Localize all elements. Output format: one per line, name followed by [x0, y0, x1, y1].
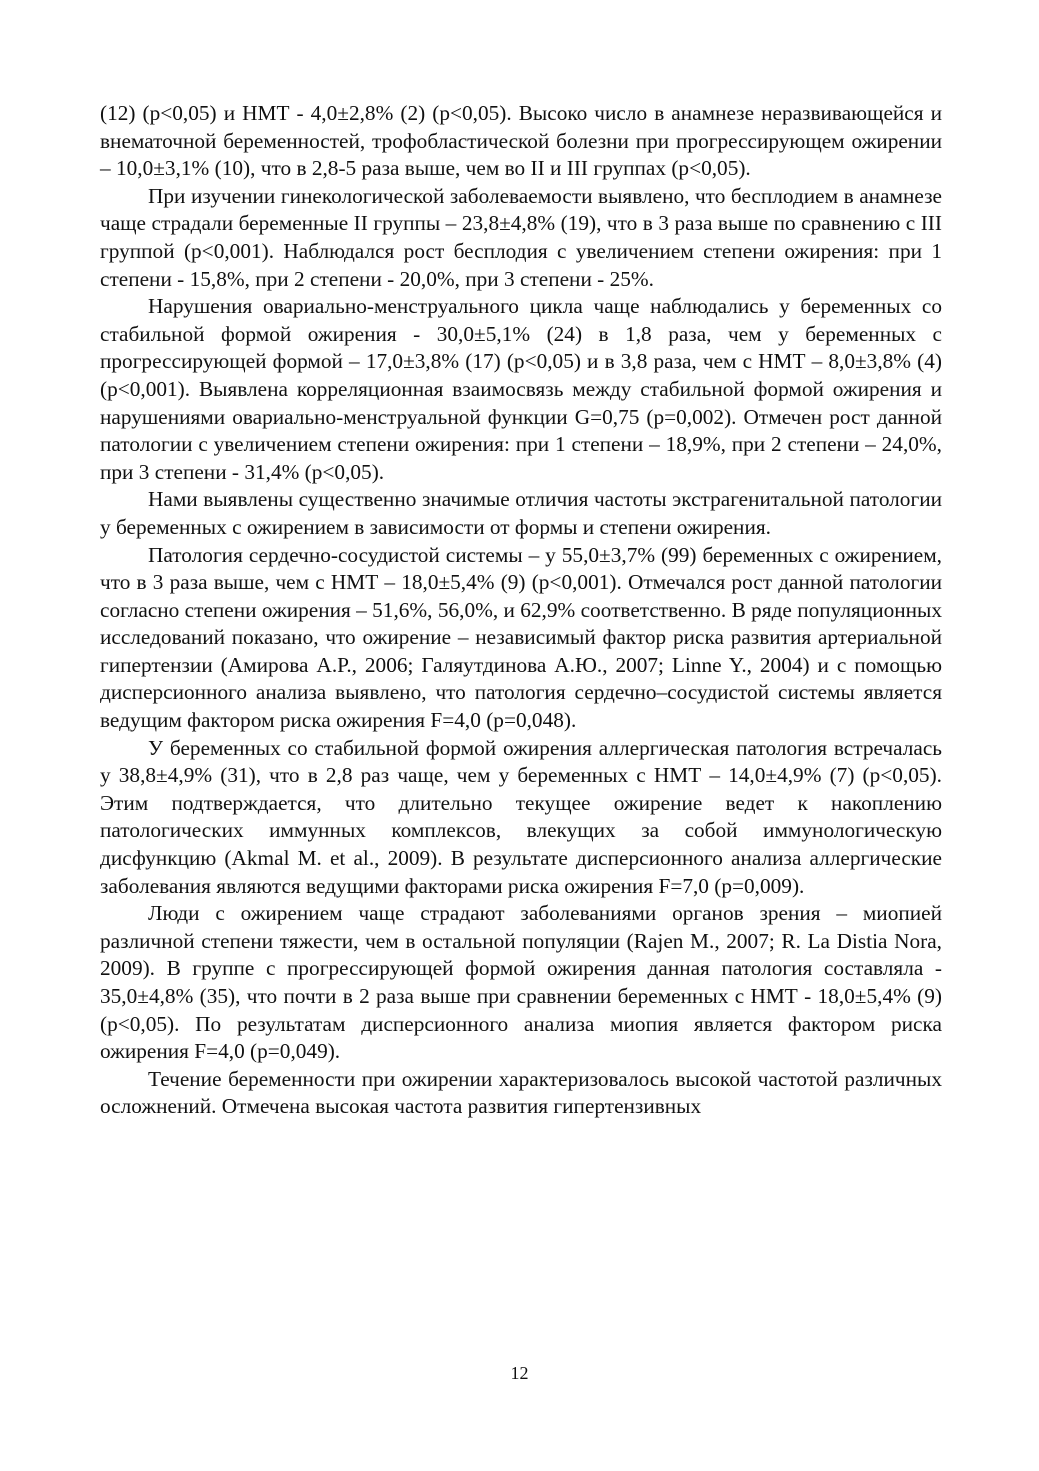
paragraph-8: Течение беременности при ожирении характеризовалось высокой частотой различных осложнений. Отмечена высокая частота развития гипертензивных: [100, 1066, 942, 1119]
paragraph-3: Нарушения овариально-менструального цикла чаще наблюдались у беременных со стабильной формой ожирения - 30,0±5,1% (24) в 1,8 раза, чем у беременных с прогрессирующей формой – 17,0±3,8% (17) (p<0,05) и в 3,8 раза, чем с НМТ – 8,0±3,8% (4) (p<0,001). Выявлена корреляционная взаимосвязь между стабильной формой ожирения и нарушениями овариально-менструальной функции G=0,75 (p=0,002). Отмечен рост данной патологии с увеличением степени ожирения: при 1 степени – 18,9%, при 2 степени – 24,0%, при 3 степени - 31,4% (p<0,05).: [100, 294, 942, 484]
paragraph-1: (12) (p<0,05) и НМТ - 4,0±2,8% (2) (p<0,05). Высоко число в анамнезе неразвивающейся и внематочной беременностей, трофобластической болезни при прогрессирующем ожирении – 10,0±3,1% (10), что в 2,8-5 раза выше, чем во II и III группах (p<0,05).: [100, 101, 942, 181]
document-page: [100, 100, 942, 1121]
paragraph-5: Патология сердечно-сосудистой системы – у 55,0±3,7% (99) беременных с ожирением, что в 3 раза выше, чем с НМТ – 18,0±5,4% (9) (p<0,001). Отмечался рост данной патологии согласно степени ожирения – 51,6%, 56,0%, и 62,9% соответственно. В ряде популяционных исследований показано, что ожирение – независимый фактор риска развития артериальной гипертензии (Амирова А.Р., 2006; Галяутдинова А.Ю., 2007; Linne Y., 2004) и с помощью дисперсионного анализа выявлено, что патология сердечно–сосудистой системы является ведущим фактором риска ожирения F=4,0 (p=0,048).: [100, 542, 942, 733]
paragraph-2: При изучении гинекологической заболеваемости выявлено, что бесплодием в анамнезе чаще страдали беременные II группы – 23,8±4,8% (19), что в 3 раза выше по сравнению с III группой (p<0,001). Наблюдался рост бесплодия с увеличением степени ожирения: при 1 степени - 15,8%, при 2 степени - 20,0%, при 3 степени - 25%.: [100, 183, 942, 291]
paragraph-7: Люди с ожирением чаще страдают заболеваниями органов зрения – миопией различной степени тяжести, чем в остальной популяции (Rajen M., 2007; R. La Distia Nora, 2009). В группе с прогрессирующей формой ожирения данная патология составляла - 35,0±4,8% (35), что почти в 2 раза выше при сравнении беременных с НМТ - 18,0±5,4% (9) (p<0,05). По результатам дисперсионного анализа миопия является фактором риска ожирения F=4,0 (p=0,049).: [100, 901, 942, 1064]
paragraph-4: Нами выявлены существенно значимые отличия частоты экстрагенитальной патологии у беременных с ожирением в зависимости от формы и степени ожирения.: [100, 487, 942, 539]
paragraph-6: У беременных со стабильной формой ожирения аллергическая патология встречалась у 38,8±4,9% (31), что в 2,8 раз чаще, чем у беременных с НМТ – 14,0±4,9% (7) (p<0,05). Этим подтверждается, что длительно текущее ожирение ведет к накоплению патологических иммунных комплексов, влекущих за собой иммунологическую дисфункцию (Akmal M. et al., 2009). В результате дисперсионного анализа аллергические заболевания являются ведущими факторами риска ожирения F=7,0 (p=0,009).: [100, 735, 942, 898]
page-number: 12: [510, 1363, 529, 1383]
